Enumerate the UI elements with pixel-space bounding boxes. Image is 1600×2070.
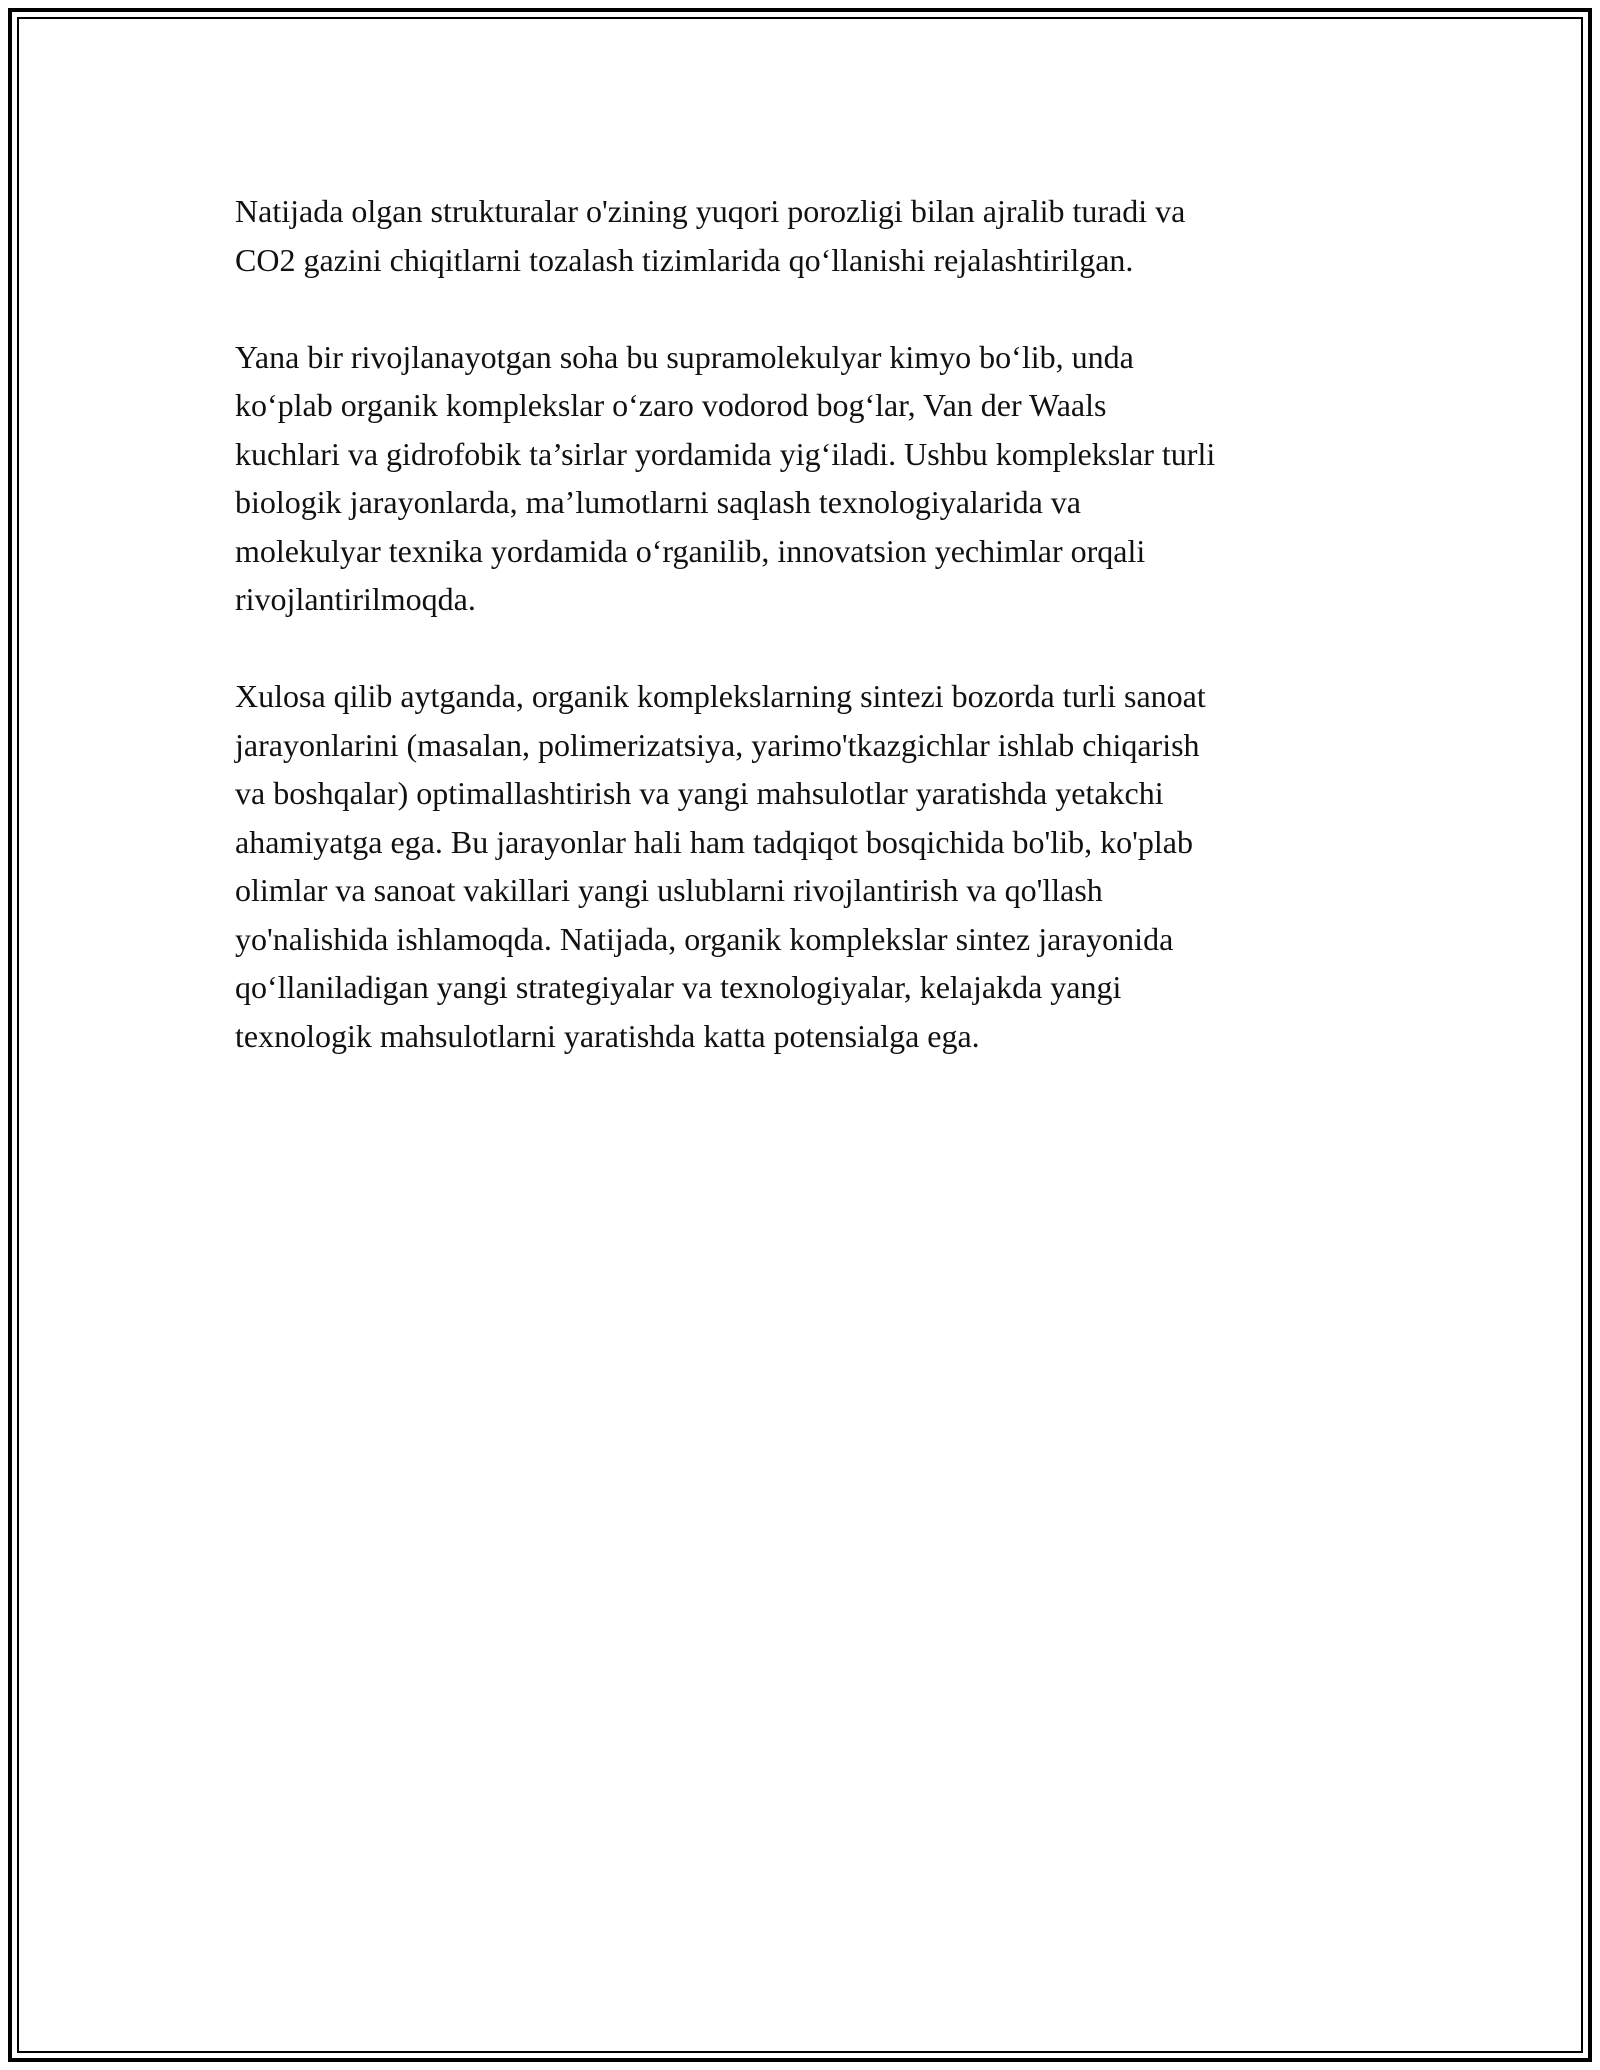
document-body <box>235 187 1365 1109</box>
text-line: rivojlantirilmoqda. <box>235 581 476 617</box>
text-line: Natijada olgan strukturalar o'zining yuqori porozligi bilan ajralib turadi va <box>235 193 1186 229</box>
text-line: molekulyar texnika yordamida o‘rganilib, innovatsion yechimlar orqali <box>235 532 1146 569</box>
text-line: texnologik mahsulotlarni yaratishda katta potensialga ega. <box>235 1017 980 1054</box>
text-line: CO2 gazini chiqitlarni tozalash tizimlarida qo‘llanishi rejalashtirilgan. <box>235 241 1134 278</box>
paragraph-2 <box>235 333 1365 624</box>
paragraph-3 <box>235 672 1365 1060</box>
paragraph-1 <box>235 187 1365 284</box>
text-line: jarayonlarini (masalan, polimerizatsiya, yarimo'tkazgichlar ishlab chiqarish <box>235 726 1200 763</box>
text-line: yo'nalishida ishlamoqda. Natijada, organik komplekslar sintez jarayonida <box>235 920 1174 957</box>
text-line: kuchlari va gidrofobik ta’sirlar yordamida yig‘iladi. Ushbu komplekslar turli <box>235 435 1216 472</box>
text-line: ahamiyatga ega. Bu jarayonlar hali ham tadqiqot bosqichida bo'lib, ko'plab <box>235 823 1193 860</box>
text-line: ko‘plab organik komplekslar o‘zaro vodorod bog‘lar, Van der Waals <box>235 387 1107 423</box>
text-line: Yana bir rivojlanayotgan soha bu supramolekulyar kimyo bo‘lib, unda <box>235 338 1134 375</box>
text-line: va boshqalar) optimallashtirish va yangi mahsulotlar yaratishda yetakchi <box>235 775 1164 811</box>
text-line: biologik jarayonlarda, ma’lumotlarni saqlash texnologiyalarida va <box>235 484 1081 520</box>
text-line: Xulosa qilib aytganda, organik komplekslarning sintezi bozorda turli sanoat <box>235 678 1206 714</box>
text-line: olimlar va sanoat vakillari yangi uslublarni rivojlantirish va qo'llash <box>235 872 1103 908</box>
text-line: qo‘llaniladigan yangi strategiyalar va texnologiyalar, kelajakda yangi <box>235 969 1122 1005</box>
